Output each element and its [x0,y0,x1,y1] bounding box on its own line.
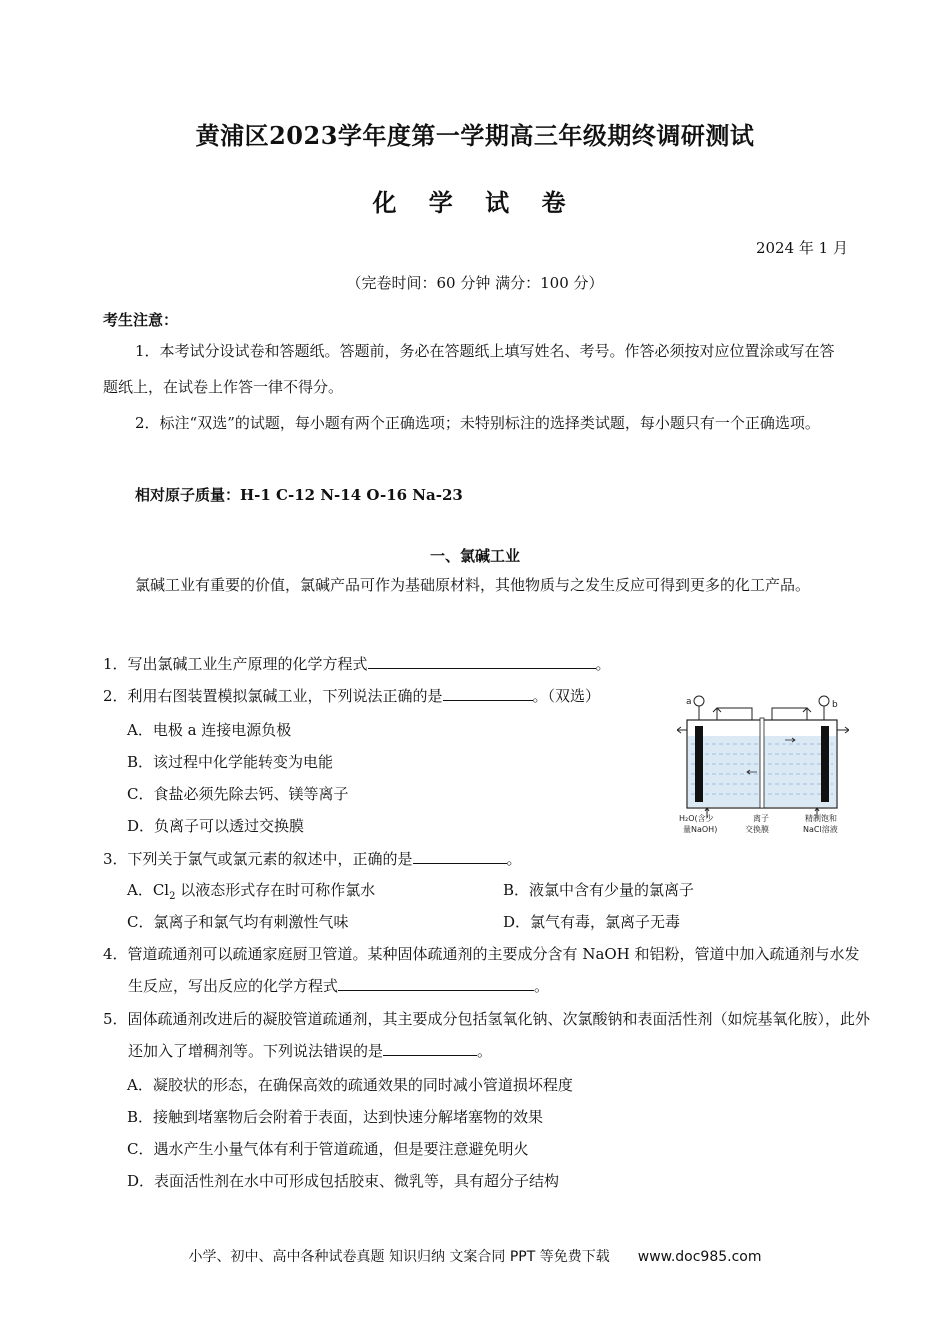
question-5 [103,1003,872,1067]
section-intro: 氯碱工业有重要的价值，氯碱产品可作为基础原材料，其他物质与之发生反应可得到更多的化工产品。 [135,576,811,594]
question-4-text: 4．管道疏通剂可以疏通家庭厨卫管道。某种固体疏通剂的主要成分含有 NaOH 和铝粉，管道中加入疏通剂与水发生反应，写出反应的化学方程式 [103,945,860,995]
q3-option-b: B．液氯中含有少量的氯离子 [503,881,695,899]
footer-text: 小学、初中、高中各种试卷真题 知识归纳 文案合同 PPT 等免费下载 [188,1249,610,1265]
atomic-mass: 相对原子质量：H-1 C-12 N-14 O-16 Na-23 [135,486,463,504]
question-3 [103,843,522,875]
question-1 [103,648,611,680]
q5-option-a: A．凝胶状的形态，在确保高效的疏通效果的同时减小管道损坏程度 [127,1076,573,1094]
ion-exchange-membrane [760,718,764,808]
question-1-text: 1．写出氯碱工业生产原理的化学方程式 [103,655,368,673]
exam-date: 2024 年 1 月 [755,239,848,257]
answer-blank-3[interactable] [413,847,507,864]
label-a: a [686,697,692,707]
question-4 [103,938,872,1002]
label-b: b [832,700,838,710]
question-2 [103,680,600,712]
q2-option-a: A．电极 a 连接电源负极 [127,721,292,739]
question-3-end: 。 [506,850,522,868]
question-3-text: 3．下列关于氯气或氯元素的叙述中，正确的是 [103,850,413,868]
q3-option-d: D．氯气有毒，氯离子无毒 [503,913,681,931]
membrane-label-1: 离子 [753,814,769,823]
question-1-end: 。 [595,655,611,673]
question-4-end: 。 [534,977,550,995]
q2-option-b: B．该过程中化学能转变为电能 [127,753,334,771]
answer-blank-1[interactable] [368,652,596,669]
answer-blank-5[interactable] [383,1039,477,1056]
membrane-label-2: 交换膜 [745,825,769,834]
q5-option-b: B．接触到堵塞物后会附着于表面，达到快速分解堵塞物的效果 [127,1108,544,1126]
q2-option-d: D．负离子可以透过交换膜 [127,817,305,835]
question-5-text: 5．固体疏通剂改进后的凝胶管道疏通剂，其主要成分包括氢氧化钠、次氯酸钠和表面活性剂（如烷基氧化胺），此外还加入了增稠剂等。下列说法错误的是 [103,1010,871,1060]
right-inlet-label-1: 精制饱和 [805,814,837,823]
q3-option-a: A．$Cl_2$ 以液态形式存在时可称作氯水 [127,881,376,902]
electrode-a-terminal [694,696,704,706]
q2-option-c: C．食盐必须先除去钙、镁等离子 [127,785,349,803]
answer-blank-4[interactable] [338,974,534,991]
left-inlet-label-2: 量NaOH) [683,825,718,834]
section-title: 一、氯碱工业 [429,547,520,565]
question-5-end: 。 [477,1042,493,1060]
answer-blank-2[interactable] [443,684,533,701]
q5-option-c: C．遇水产生小量气体有利于管道疏通，但是要注意避免明火 [127,1140,529,1158]
electrode-b-terminal [819,696,829,706]
notice-title: 考生注意： [103,311,179,329]
question-2-text: 2．利用右图装置模拟氯碱工业，下列说法正确的是 [103,687,443,705]
footer-url[interactable]: www.doc985.com [637,1249,762,1265]
exam-title: 黄浦区2023学年度第一学期高三年级期终调研测试 [195,121,755,150]
notice-item-1: 1．本考试分设试卷和答题纸。答题前，务必在答题纸上填写姓名、考号。作答必须按对应位置涂或写在答题纸上，在试卷上作答一律不得分。 [103,342,835,396]
electrolysis-cell-diagram [677,690,849,840]
electrode-a [695,726,703,802]
exam-time-info: （完卷时间：60 分钟 满分：100 分） [346,274,604,292]
exam-subtitle: 化 学 试 卷 [372,188,578,217]
electrode-b [821,726,829,802]
q5-option-d: D．表面活性剂在水中可形成包括胶束、微乳等，具有超分子结构 [127,1172,560,1190]
q3-option-c: C．氯离子和氯气均有刺激性气味 [127,913,349,931]
footer [0,1246,950,1266]
right-inlet-label-2: NaCl溶液 [803,825,838,834]
question-2-end: 。（双选） [532,687,601,705]
left-inlet-label-1: H₂O(含少 [679,814,714,823]
notice-item-2: 2．标注“双选”的试题，每小题有两个正确选项；未特别标注的选择类试题，每小题只有一个正确选项。 [135,414,820,432]
